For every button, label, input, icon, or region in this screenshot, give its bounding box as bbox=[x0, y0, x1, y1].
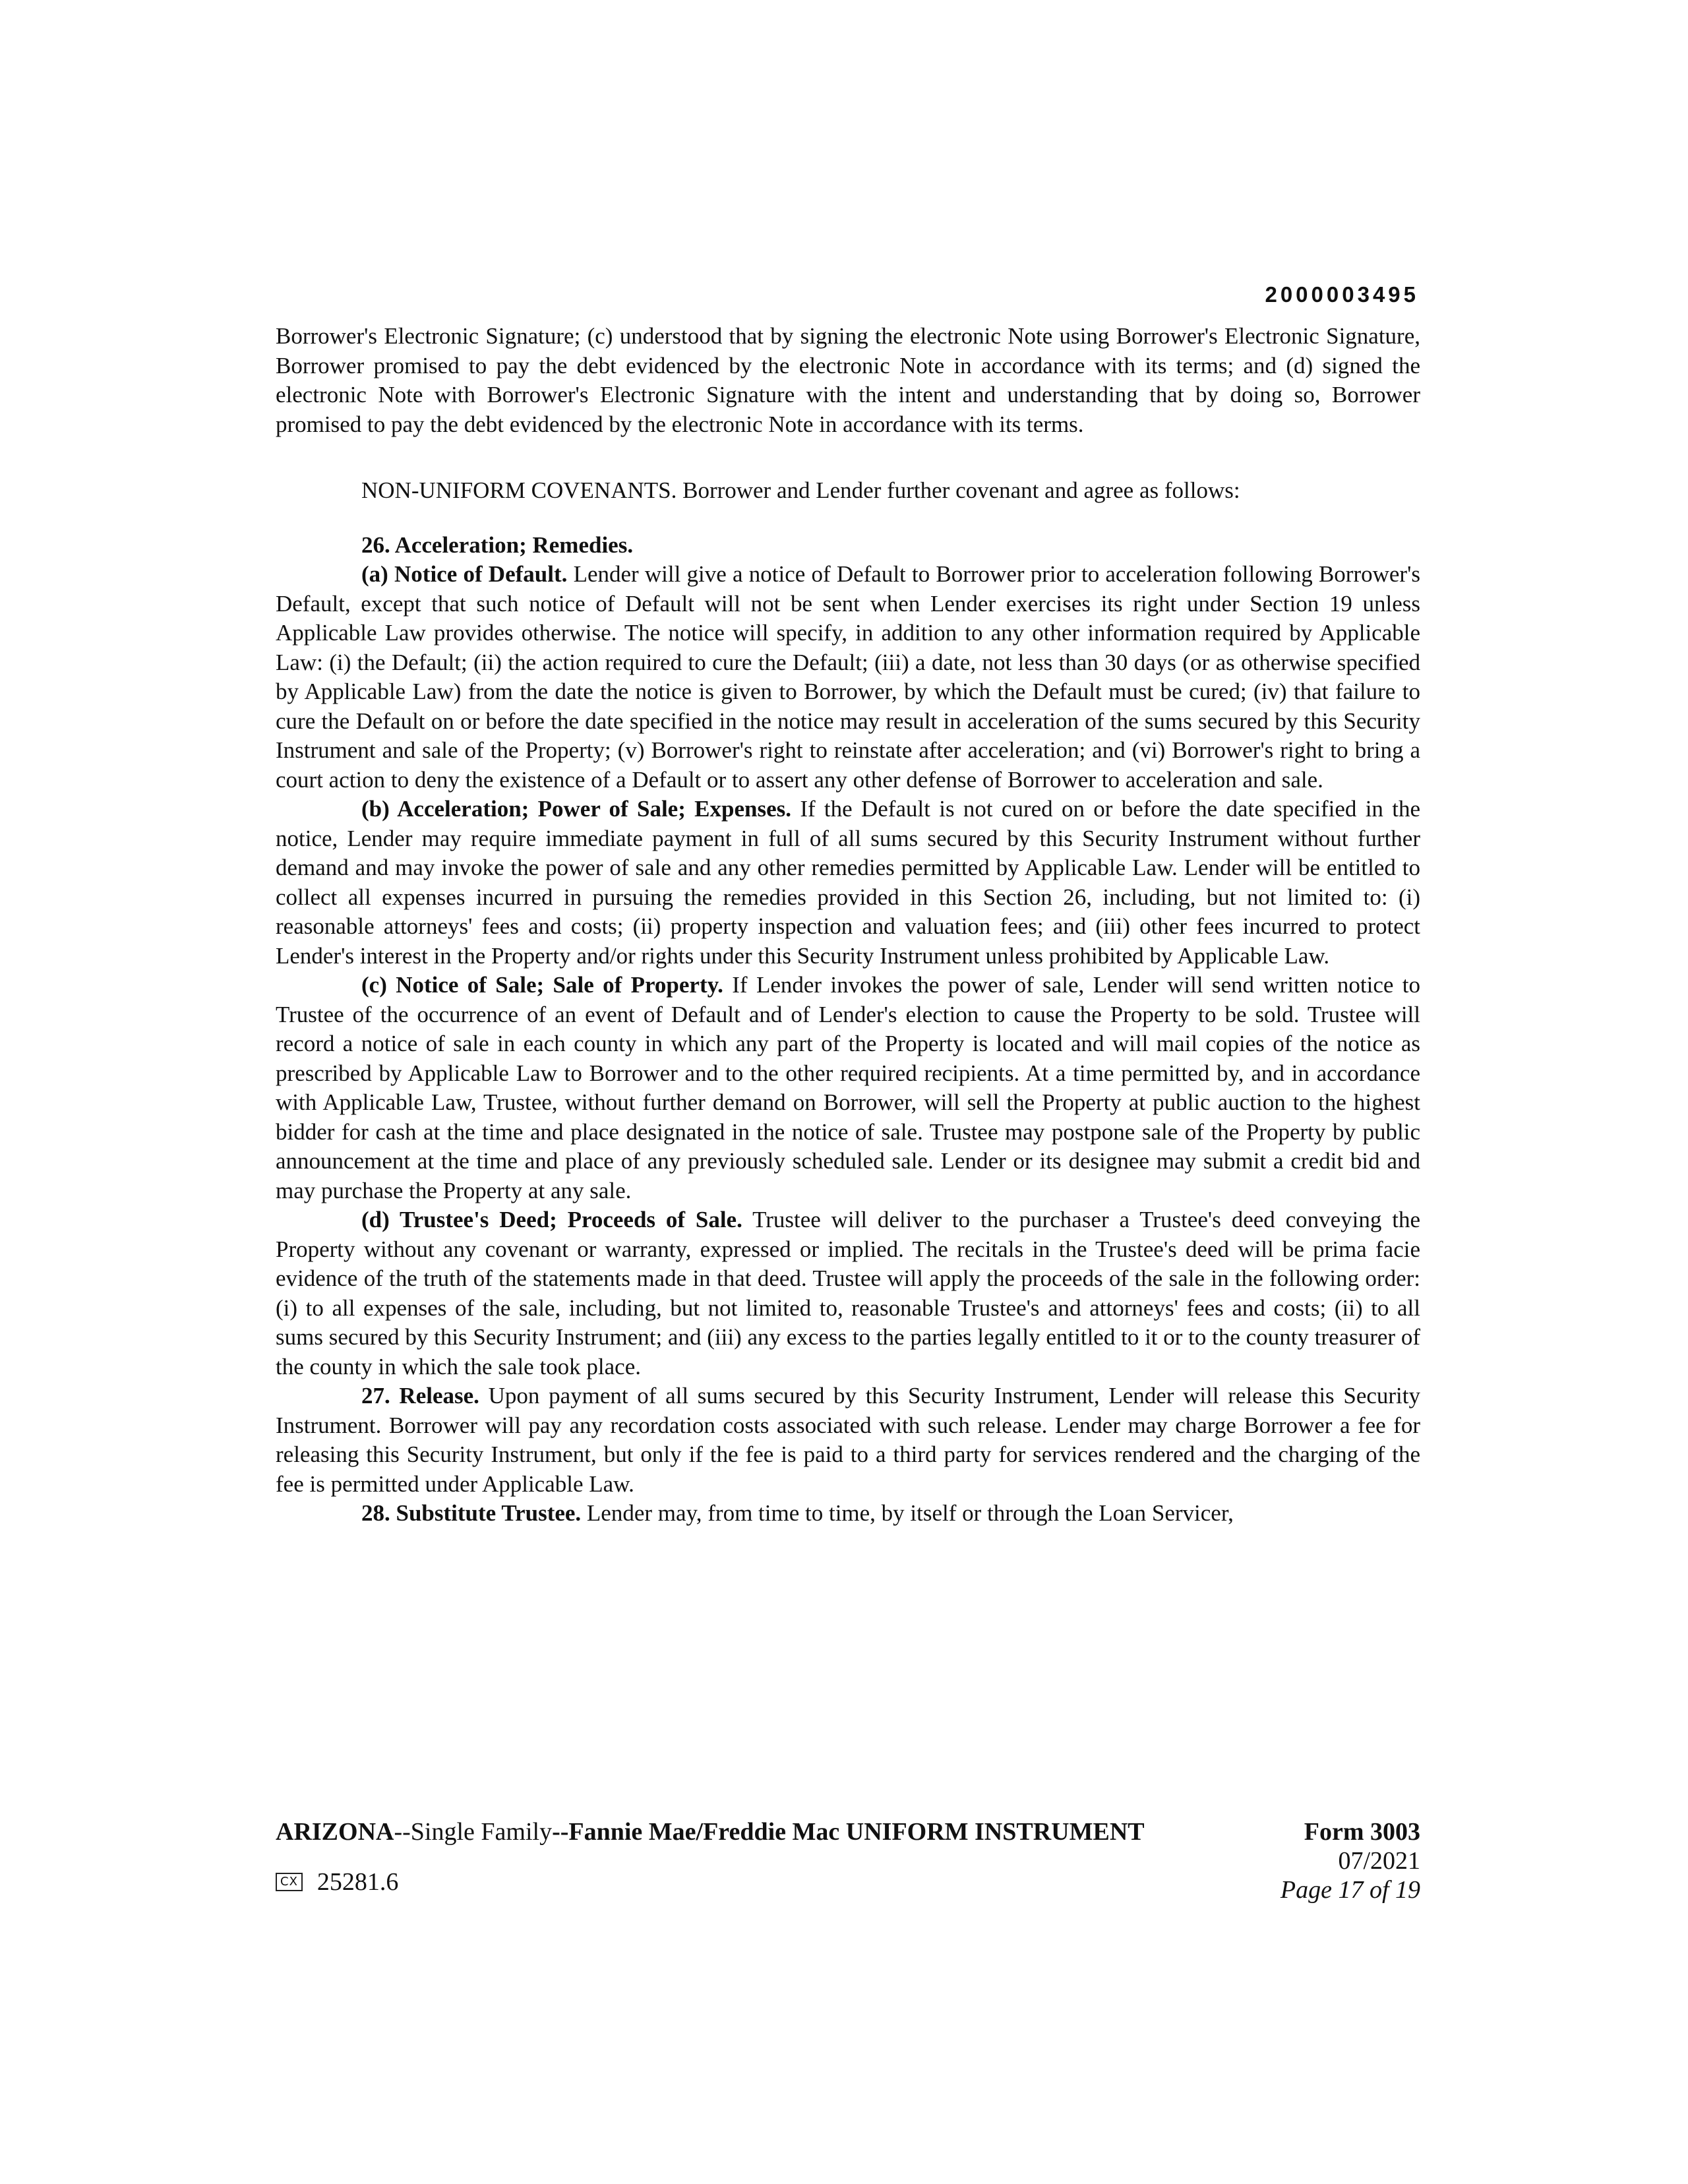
section-26b-heading: (b) Acceleration; Power of Sale; Expenses. bbox=[361, 796, 792, 822]
section-26c-text: If Lender invokes the power of sale, Lender will send written notice to Trustee of the occurrence of an event of Default and of Lender's election to cause the Property to be sold. Trustee will record a notice of sale in each county in which any part of the Property is located and will mail copies of the notice as prescribed by Applicable Law to Borrower and to the other required recipients. At a time permitted by, and in accordance with Applicable Law, Trustee, without further demand on Borrower, will sell the Property at public auction to the highest bidder for cash at the time and place designated in the notice of sale. Trustee may postpone sale of the Property by public announcement at the time and place of any previously scheduled sale. Lender or its designee may submit a credit bid and may purchase the Property at any sale. bbox=[276, 972, 1420, 1203]
document-body bbox=[276, 322, 1420, 1529]
section-26b-paragraph bbox=[276, 795, 1420, 971]
section-26b-text: If the Default is not cured on or before the date specified in the notice, Lender may require immediate payment in full of all sums secured by this Security Instrument without further demand and may invoke the power of sale and any other remedies permitted by Applicable Law. Lender will be entitled to collect all expenses incurred in pursuing the remedies provided in this Section 26, including, but not limited to: (i) reasonable attorneys' fees and costs; (ii) property inspection and valuation fees; and (iii) other fees incurred to protect Lender's interest in the Property and/or rights under this Security Instrument unless prohibited by Applicable Law. bbox=[276, 796, 1420, 969]
footer-instrument: Fannie Mae/Freddie Mac UNIFORM INSTRUMENT bbox=[568, 1818, 1145, 1846]
section-26c-heading: (c) Notice of Sale; Sale of Property. bbox=[361, 972, 723, 998]
section-28-paragraph bbox=[276, 1499, 1420, 1529]
section-26d-text: Trustee will deliver to the purchaser a Trustee's deed conveying the Property without any covenant or warranty, expressed or implied. The recitals in the Trustee's deed will be prima facie evidence of the truth of the statements made in that deed. Trustee will apply the proceeds of the sale in the following order: (i) to all expenses of the sale, including, but not limited to, reasonable Trustee's and attorneys' fees and costs; (ii) to all sums secured by this Security Instrument; and (iii) any excess to the parties legally entitled to it or to the county treasurer of the county in which the sale took place. bbox=[276, 1207, 1420, 1380]
section-26d-heading: (d) Trustee's Deed; Proceeds of Sale. bbox=[361, 1207, 742, 1232]
section-26-heading: 26. Acceleration; Remedies. bbox=[361, 531, 634, 558]
section-26a-text: Lender will give a notice of Default to Borrower prior to acceleration following Borrower's Default, except that such notice of Default will not be sent when Lender exercises its right under Section 19 unless Applicable Law provides otherwise. The notice will specify, in addition to any other information required by Applicable Law: (i) the Default; (ii) the action required to cure the Default; (iii) a date, not less than 30 days (or as otherwise specified by Applicable Law) from the date the notice is given to Borrower, by which the Default must be cured; (iv) that failure to cure the Default on or before the date specified in the notice may result in acceleration of the sums secured by this Security Instrument and sale of the Property; (v) Borrower's right to reinstate after acceleration; and (vi) Borrower's right to bring a court action to deny the existence of a Default or to assert any other defense of Borrower to acceleration and sale. bbox=[276, 561, 1420, 793]
footer-form-date: 07/2021 bbox=[1338, 1847, 1420, 1875]
footer-instrument-title bbox=[276, 1817, 1145, 1846]
non-uniform-covenants-paragraph: NON-UNIFORM COVENANTS. Borrower and Lender further covenant and agree as follows: bbox=[361, 477, 1240, 503]
cx-logo-icon: CX bbox=[276, 1873, 303, 1891]
intro-paragraph: Borrower's Electronic Signature; (c) understood that by signing the electronic Note using Borrower's Electronic Signature, Borrower promised to pay the debt evidenced by the electronic Note in accordance with its terms; and (d) signed the electronic Note with Borrower's Electronic Signature with the intent and understanding that by doing so, Borrower promised to pay the debt evidenced by the electronic Note in accordance with its terms. bbox=[276, 323, 1420, 437]
section-26a-paragraph bbox=[276, 560, 1420, 795]
section-27-paragraph bbox=[276, 1381, 1420, 1499]
footer-family: Single Family bbox=[410, 1818, 553, 1846]
footer-page-number: Page 17 of 19 bbox=[1280, 1876, 1420, 1904]
section-27-heading: 27. Release. bbox=[361, 1383, 479, 1409]
section-26c-paragraph bbox=[276, 971, 1420, 1205]
document-number: 2000003495 bbox=[1265, 282, 1419, 307]
section-28-heading: 28. Substitute Trustee. bbox=[361, 1500, 582, 1526]
footer-state: ARIZONA bbox=[276, 1818, 394, 1846]
footer-form-number: Form 3003 bbox=[1304, 1818, 1420, 1846]
footer-code: 25281.6 bbox=[316, 1868, 399, 1896]
footer-separator: -- bbox=[552, 1818, 569, 1846]
section-26a-heading: (a) Notice of Default. bbox=[361, 561, 568, 587]
footer-separator: -- bbox=[394, 1818, 411, 1846]
section-27-text: Upon payment of all sums secured by this Security Instrument, Lender will release this Security Instrument. Borrower will pay any recordation costs associated with such release. Lender may charge Borrower a fee for releasing this Security Instrument, but only if the fee is paid to a third party for services rendered and the charging of the fee is permitted under Applicable Law. bbox=[276, 1383, 1420, 1497]
section-26d-paragraph bbox=[276, 1205, 1420, 1381]
section-28-text: Lender may, from time to time, by itself or through the Loan Servicer, bbox=[581, 1500, 1234, 1526]
footer-code-line bbox=[276, 1867, 398, 1896]
footer-form-info bbox=[1281, 1817, 1420, 1904]
